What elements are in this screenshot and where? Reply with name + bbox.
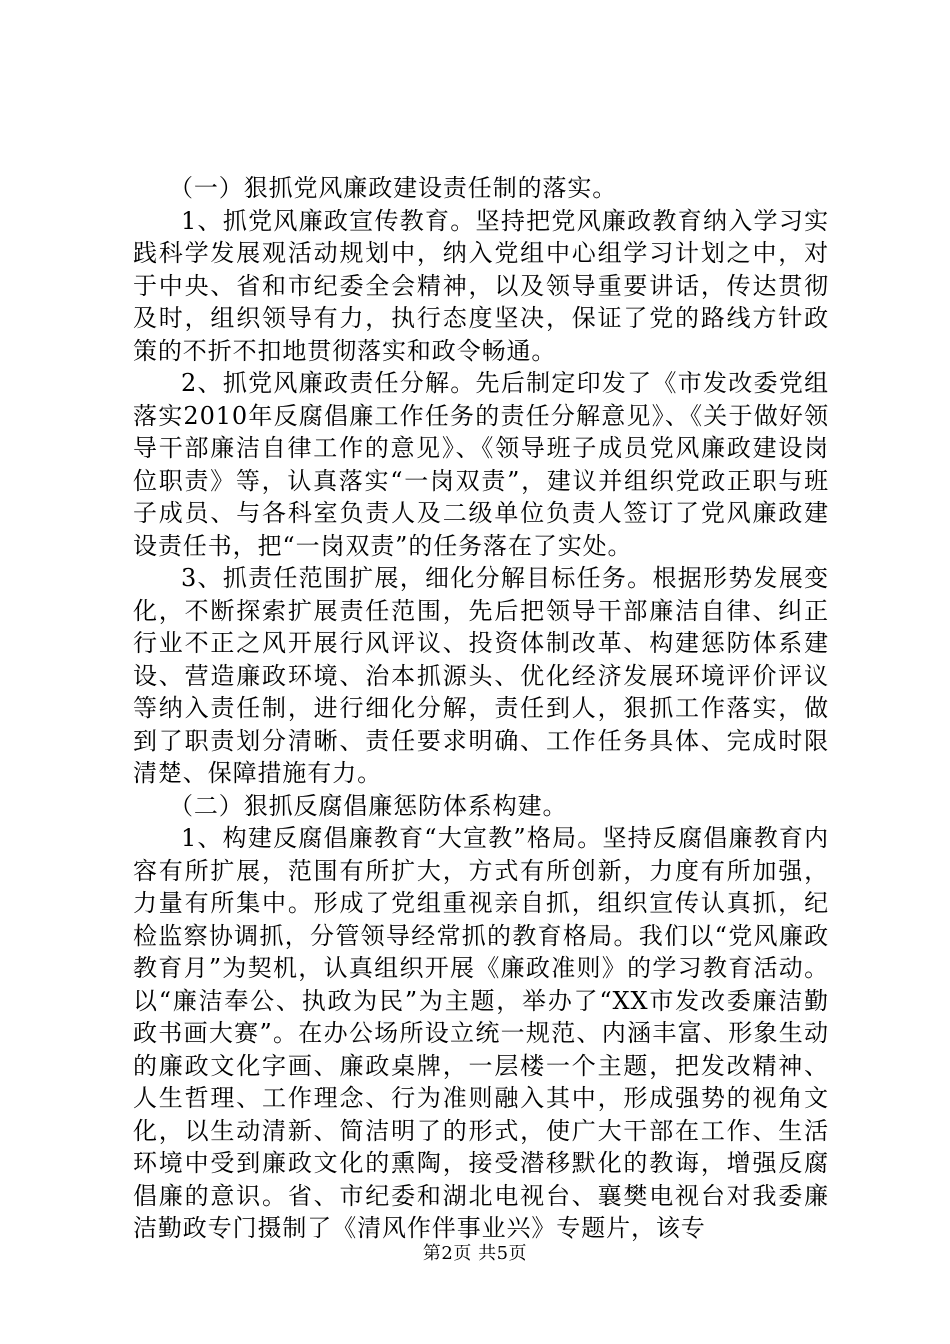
paragraph-2: 2、抓党风廉政责任分解。先后制定印发了《市发改委党组落实2010年反腐倡廉工作任务的责任分解意见》、《关于做好领导干部廉洁自律工作的意见》、《领导班子成员党风廉政建设岗位职责》等，认真落实“一岗双责”，建议并组织党政正职与班子成员、与各科室负责人及二级单位负责人签订了党风廉政建设责任书，把“一岗双责”的任务落在了实处。	[133, 369, 829, 560]
paragraph-4: 1、构建反腐倡廉教育“大宣教”格局。坚持反腐倡廉教育内容有所扩展，范围有所扩大，方式有所创新，力度有所加强，力量有所集中。形成了党组重视亲自抓，组织宣传认真抓，纪检监察协调抓，分管领导经常抓的教育格局。我们以“党风廉政教育月”为契机，认真组织开展《廉政准则》的学习教育活动。以“廉洁奉公、执政为民”为主题，举办了“XX市发改委廉洁勤政书画大赛”。在办公场所设立统一规范、内涵丰富、形象生动的廉政文化字画、廉政桌牌，一层楼一个主题，把发改精神、人生哲理、工作理念、行为准则融入其中，形成强势的视角文化，以生动清新、简洁明了的形式，使广大干部在工作、生活环境中受到廉政文化的熏陶，接受潜移默化的教诲，增强反腐倡廉的意识。省、市纪委和湖北电视台、襄樊电视台对我委廉洁勤政专门摄制了《清风作伴事业兴》专题片，该专	[133, 824, 829, 1242]
document-body	[133, 172, 829, 1245]
paragraph-3: 3、抓责任范围扩展，细化分解目标任务。根据形势发展变化，不断探索扩展责任范围，先后把领导干部廉洁自律、纠正行业不正之风开展行风评议、投资体制改革、构建惩防体系建设、营造廉政环境、治本抓源头、优化经济发展环境评价评议等纳入责任制，进行细化分解，责任到人，狠抓工作落实，做到了职责划分清晰、责任要求明确、工作任务具体、完成时限清楚、保障措施有力。	[133, 564, 829, 787]
paragraph-1: 1、抓党风廉政宣传教育。坚持把党风廉政教育纳入学习实践科学发展观活动规划中，纳入党组中心组学习计划之中，对于中央、省和市纪委全会精神，以及领导重要讲话，传达贯彻及时，组织领导有力，执行态度坚决，保证了党的路线方针政策的不折不扣地贯彻落实和政令畅通。	[133, 206, 829, 365]
section-heading-1: （一）狠抓党风廉政建设责任制的落实。	[169, 174, 618, 202]
section-heading-2: （二）狠抓反腐倡廉惩防体系构建。	[169, 791, 568, 820]
page-footer: 第2页 共5页	[422, 1243, 528, 1264]
